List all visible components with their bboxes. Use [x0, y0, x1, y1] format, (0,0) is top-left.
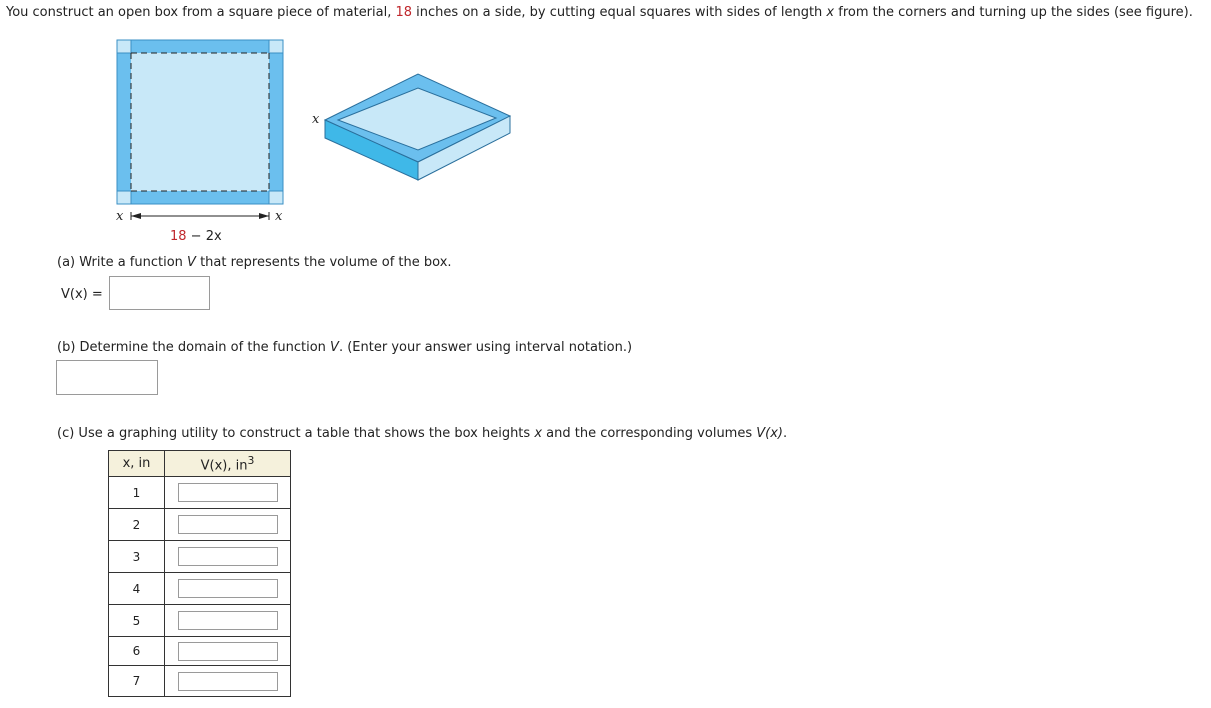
intro-text-1: You construct an open box from a square piece of material, — [6, 5, 396, 20]
volume-cell — [165, 509, 291, 541]
side-length-value: 18 — [395, 5, 413, 20]
x-value-cell: 5 — [109, 605, 165, 637]
table-row — [109, 509, 291, 541]
part-a-var: V — [187, 255, 196, 270]
corner-square-tl — [117, 40, 131, 53]
volume-answer-input[interactable] — [178, 515, 278, 534]
intro-text-3: from the corners and turning up the sides (see figure). — [834, 5, 1193, 20]
table-row — [109, 605, 291, 637]
part-c-var2: V(x) — [756, 426, 783, 441]
dimension-rest: − 2x — [186, 229, 222, 244]
table-header-row — [109, 451, 291, 477]
x-value-cell: 4 — [109, 573, 165, 605]
volume-table — [108, 450, 291, 697]
volume-answer-input[interactable] — [178, 642, 278, 661]
intro-text-2: inches on a side, by cutting equal squares with sides of length — [412, 5, 827, 20]
part-a-prompt — [57, 255, 452, 270]
volume-cell — [165, 541, 291, 573]
corner-square-tr — [269, 40, 283, 53]
x-value-cell: 2 — [109, 509, 165, 541]
volume-cell — [165, 573, 291, 605]
volume-cell — [165, 637, 291, 666]
vx-label: V(x) = — [61, 287, 103, 302]
part-a-answer-input[interactable] — [109, 276, 210, 310]
open-box-diagram — [325, 74, 510, 180]
volume-cell — [165, 477, 291, 509]
x-value-cell: 3 — [109, 541, 165, 573]
box-height-x-label: x — [312, 112, 320, 127]
volume-cell — [165, 605, 291, 637]
volume-answer-input[interactable] — [178, 547, 278, 566]
table-row — [109, 477, 291, 509]
part-c-var: x — [534, 426, 543, 441]
dimension-x-left: x — [116, 209, 124, 224]
corner-square-bl — [117, 191, 131, 204]
x-value-cell: 1 — [109, 477, 165, 509]
dimension-x-right: x — [275, 209, 283, 224]
dimension-arrow — [131, 212, 269, 220]
volume-column-header — [165, 451, 291, 477]
part-b-var: V — [330, 340, 339, 355]
volume-answer-input[interactable] — [178, 579, 278, 598]
x-column-header: x, in — [109, 451, 165, 477]
part-c-text-3: . — [782, 426, 788, 441]
part-c-prompt — [57, 426, 787, 441]
part-c-text-1: (c) Use a graphing utility to construct a table that shows the box heights — [57, 426, 535, 441]
volume-header-sup: 3 — [247, 453, 255, 467]
x-value-cell: 6 — [109, 637, 165, 666]
dimension-number: 18 — [170, 229, 187, 244]
volume-answer-input[interactable] — [178, 483, 278, 502]
volume-answer-input[interactable] — [178, 672, 278, 691]
part-c-text-2: and the corresponding volumes — [542, 426, 757, 441]
x-value-cell: 7 — [109, 666, 165, 697]
table-row — [109, 637, 291, 666]
part-a-text-2: that represents the volume of the box. — [195, 255, 452, 270]
part-b-prompt — [57, 340, 632, 355]
flat-sheet-diagram — [117, 40, 283, 204]
intro-variable: x — [826, 5, 835, 20]
part-b-answer-input[interactable] — [56, 360, 158, 395]
table-row — [109, 666, 291, 697]
table-row — [109, 541, 291, 573]
part-b-text-2: . (Enter your answer using interval notation.) — [338, 340, 633, 355]
part-a-text-1: (a) Write a function — [57, 255, 188, 270]
volume-header-text: V(x), in — [200, 458, 248, 474]
table-row — [109, 573, 291, 605]
part-b-text-1: (b) Determine the domain of the function — [57, 340, 331, 355]
volume-cell — [165, 666, 291, 697]
dimension-label — [170, 229, 222, 244]
corner-square-br — [269, 191, 283, 204]
volume-answer-input[interactable] — [178, 611, 278, 630]
